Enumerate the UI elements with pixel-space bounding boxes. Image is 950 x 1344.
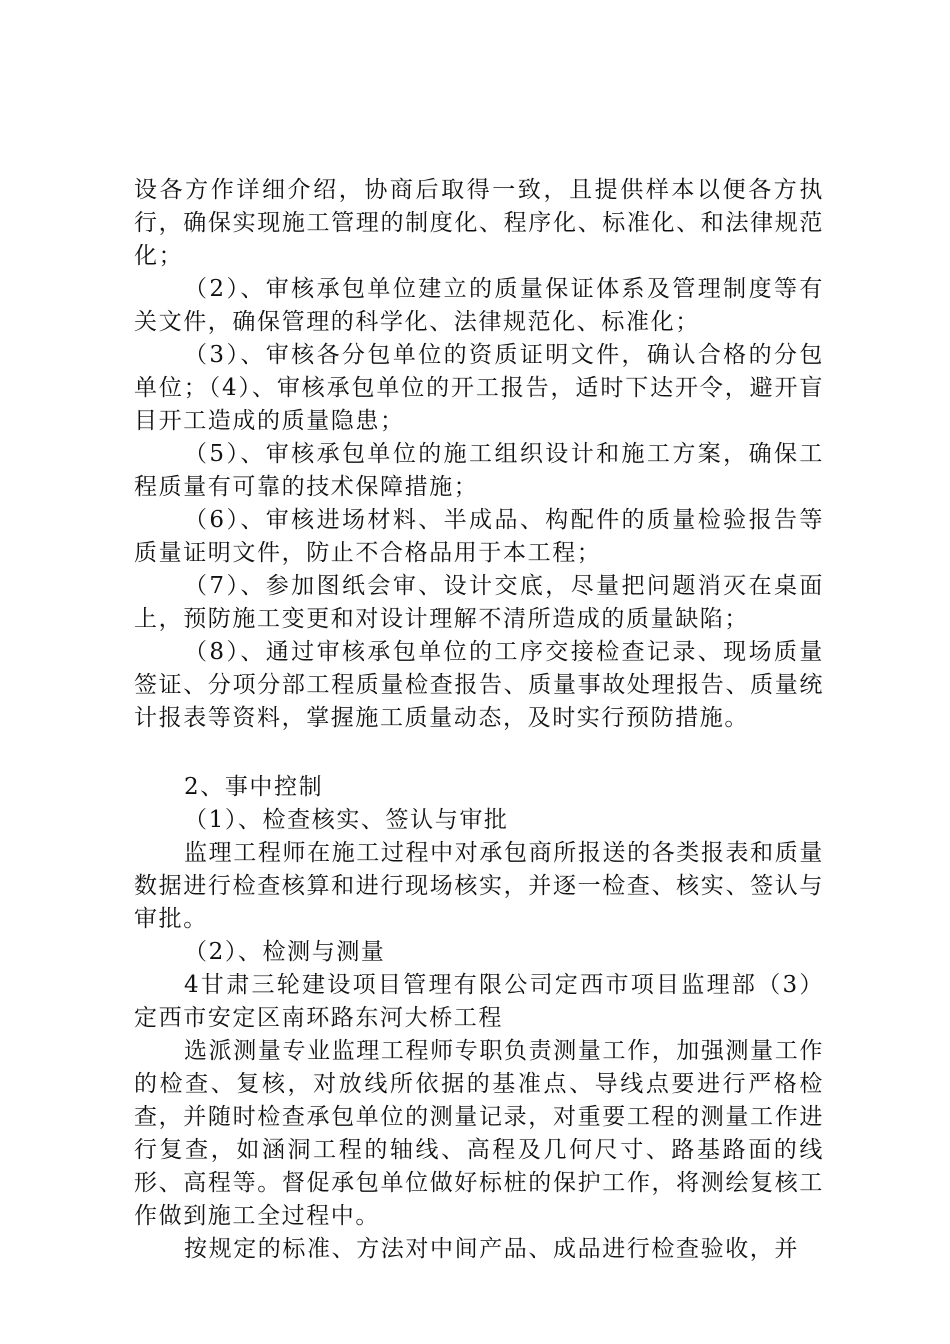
paragraph-item-5: （5）、审核承包单位的施工组织设计和施工方案，确保工程质量有可靠的技术保障措施； [134, 441, 824, 500]
paragraph-item-3-4: （3）、审核各分包单位的资质证明文件，确认合格的分包单位；（4）、审核承包单位的开工报告，适时下达开令，避开盲目开工造成的质量隐患； [134, 342, 824, 434]
paragraph-item-2: （2）、审核承包单位建立的质量保证体系及管理制度等有关文件，确保管理的科学化、法律规范化、标准化； [134, 276, 824, 335]
section-heading: 2、事中控制 [184, 774, 324, 800]
paragraph-item-6: （6）、审核进场材料、半成品、构配件的质量检验报告等质量证明文件，防止不合格品用于本工程； [134, 507, 824, 566]
section-gap [134, 735, 824, 771]
paragraph-item-8: （8）、通过审核承包单位的工序交接检查记录、现场质量签证、分项分部工程质量检查报告、质量事故处理报告、质量统计报表等资料，掌握施工质量动态，及时实行预防措施。 [134, 639, 824, 731]
paragraph-item-7: （7）、参加图纸会审、设计交底，尽量把问题消灭在桌面上，预防施工变更和对设计理解不清所造成的质量缺陷； [134, 573, 824, 632]
subsection-heading-2: （2）、检测与测量 [184, 939, 386, 965]
paragraph-survey: 选派测量专业监理工程师专职负责测量工作，加强测量工作的检查、复核，对放线所依据的基准点、导线点要进行严格检查，并随时检查承包单位的测量记录，对重要工程的测量工作进行复查，如涵洞工程的轴线、高程及几何尺寸、路基路面的线形、高程等。督促承包单位做好标桩的保护工作，将测绘复核工作做到施工全过程中。 [134, 1038, 824, 1229]
paragraph-continuation: 设各方作详细介绍，协商后取得一致，且提供样本以便各方执行，确保实现施工管理的制度化、程序化、标准化、和法律规范化； [134, 177, 824, 269]
paragraph-inspection: 按规定的标准、方法对中间产品、成品进行检查验收，并 [184, 1236, 799, 1262]
paragraph-review: 监理工程师在施工过程中对承包商所报送的各类报表和质量数据进行检查核算和进行现场核实，并逐一检查、核实、签认与审批。 [134, 840, 824, 932]
page-footer-text: 4甘肃三轮建设项目管理有限公司定西市项目监理部（3）定西市安定区南环路东河大桥工程 [134, 972, 824, 1031]
subsection-heading-1: （1）、检查核实、签认与审批 [184, 807, 509, 833]
document-page [134, 174, 824, 1266]
